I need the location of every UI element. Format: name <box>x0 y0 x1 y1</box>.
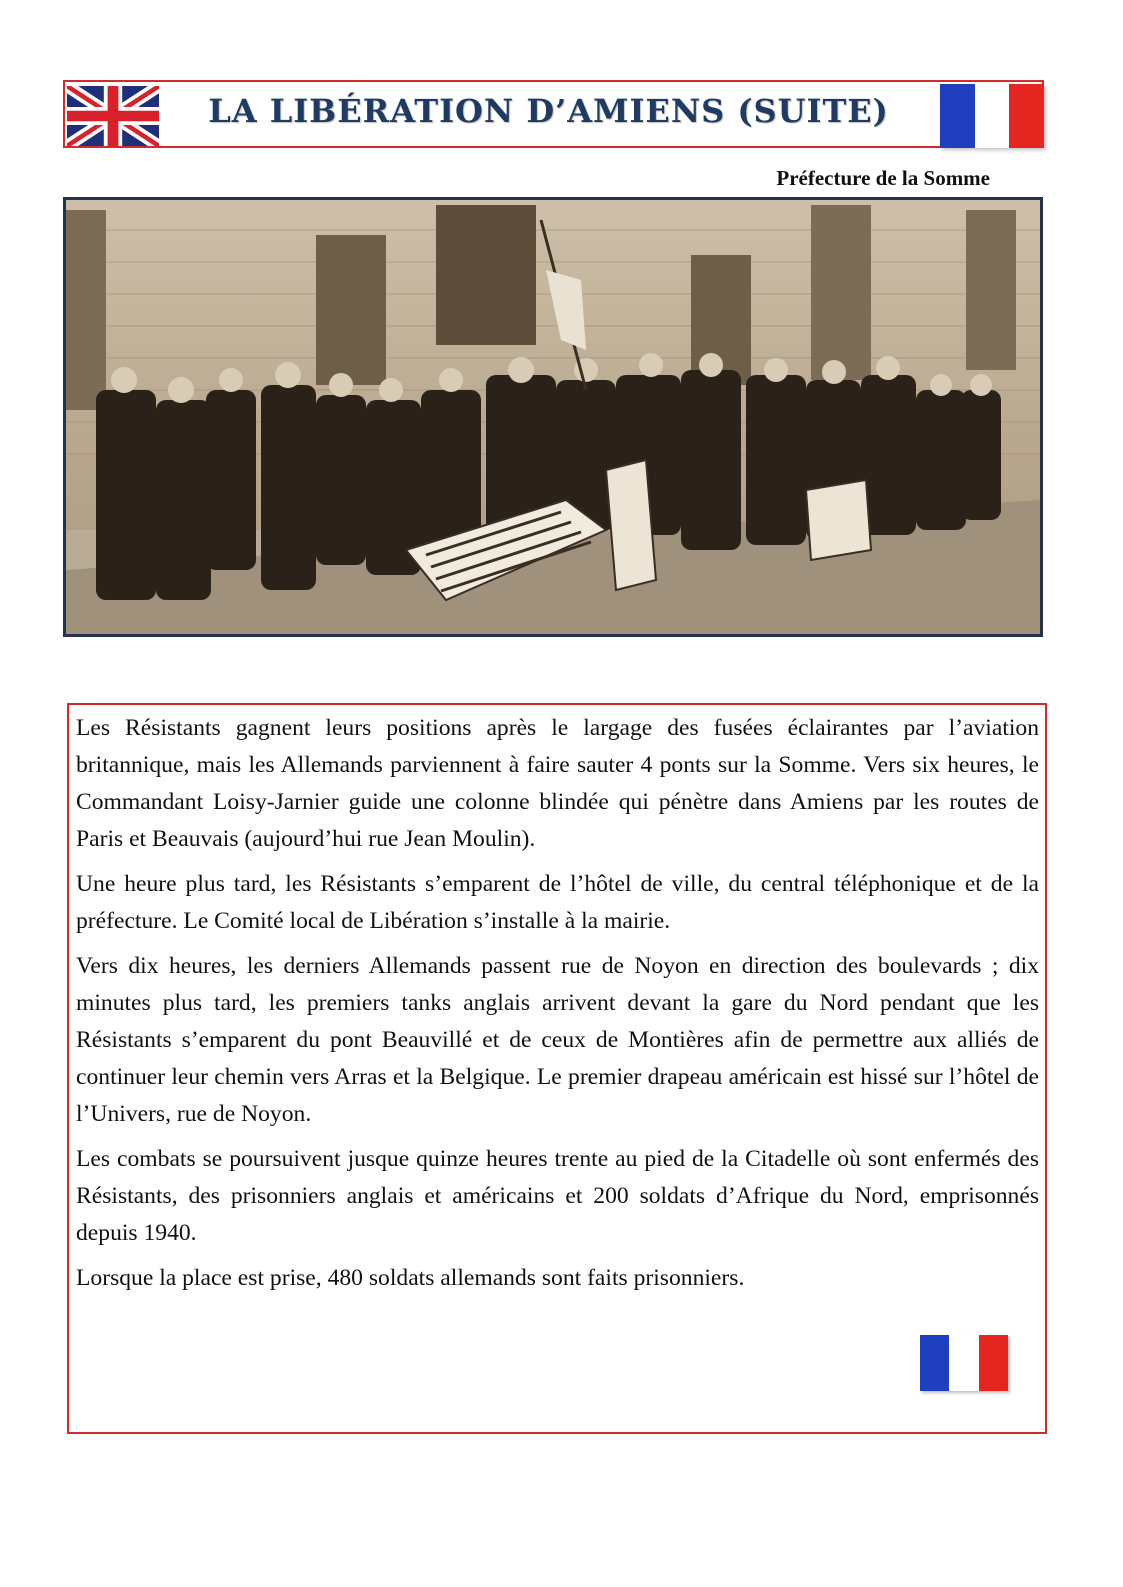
paragraph: Une heure plus tard, les Résistants s’emparent de l’hôtel de ville, du central téléphonique et de la préfecture. Le Comité local de Libération s’installe à la mairie. <box>76 871 1039 934</box>
paragraph: Lorsque la place est prise, 480 soldats allemands sont faits prisonniers. <box>76 1265 745 1291</box>
french-flag-icon <box>920 1335 1008 1391</box>
paragraph: Les combats se poursuivent jusque quinze heures trente au pied de la Citadelle où sont enfermés des Résistants, des prisonniers anglais et américains et 200 soldats d’Afrique du Nord, emprisonnés depuis 1940. <box>76 1146 1039 1246</box>
prefecture-crowd-image <box>66 200 1040 634</box>
french-flag-icon <box>940 84 1044 148</box>
title-banner <box>63 80 1044 148</box>
union-jack-flag-icon <box>67 86 159 146</box>
page-title: LA LIBÉRATION D’AMIENS (SUITE) <box>208 92 889 130</box>
photo-caption: Préfecture de la Somme <box>776 166 990 190</box>
paragraph: Les Résistants gagnent leurs positions après le largage des fusées éclairantes par l’aviation britannique, mais les Allemands parviennent à faire sauter 4 ponts sur la Somme. Vers six heures, le Commandant Loisy-Jarnier guide une colonne blindée qui pénètre dans Amiens par les routes de Paris et Beauvais (aujourd’hui rue Jean Moulin). <box>76 715 1039 852</box>
paragraph: Vers dix heures, les derniers Allemands passent rue de Noyon en direction des boulevards ; dix minutes plus tard, les premiers tanks anglais arrivent devant la gare du Nord pendant que les Résistants s’emparent du pont Beauvillé et de ceux de Montières afin de permettre aux alliés de continuer leur chemin vers Arras et la Belgique. Le premier drapeau américain est hissé sur l’hôtel de l’Univers, rue de Noyon. <box>76 953 1039 1127</box>
historical-photo <box>63 197 1043 637</box>
article-text-box <box>67 703 1047 1434</box>
